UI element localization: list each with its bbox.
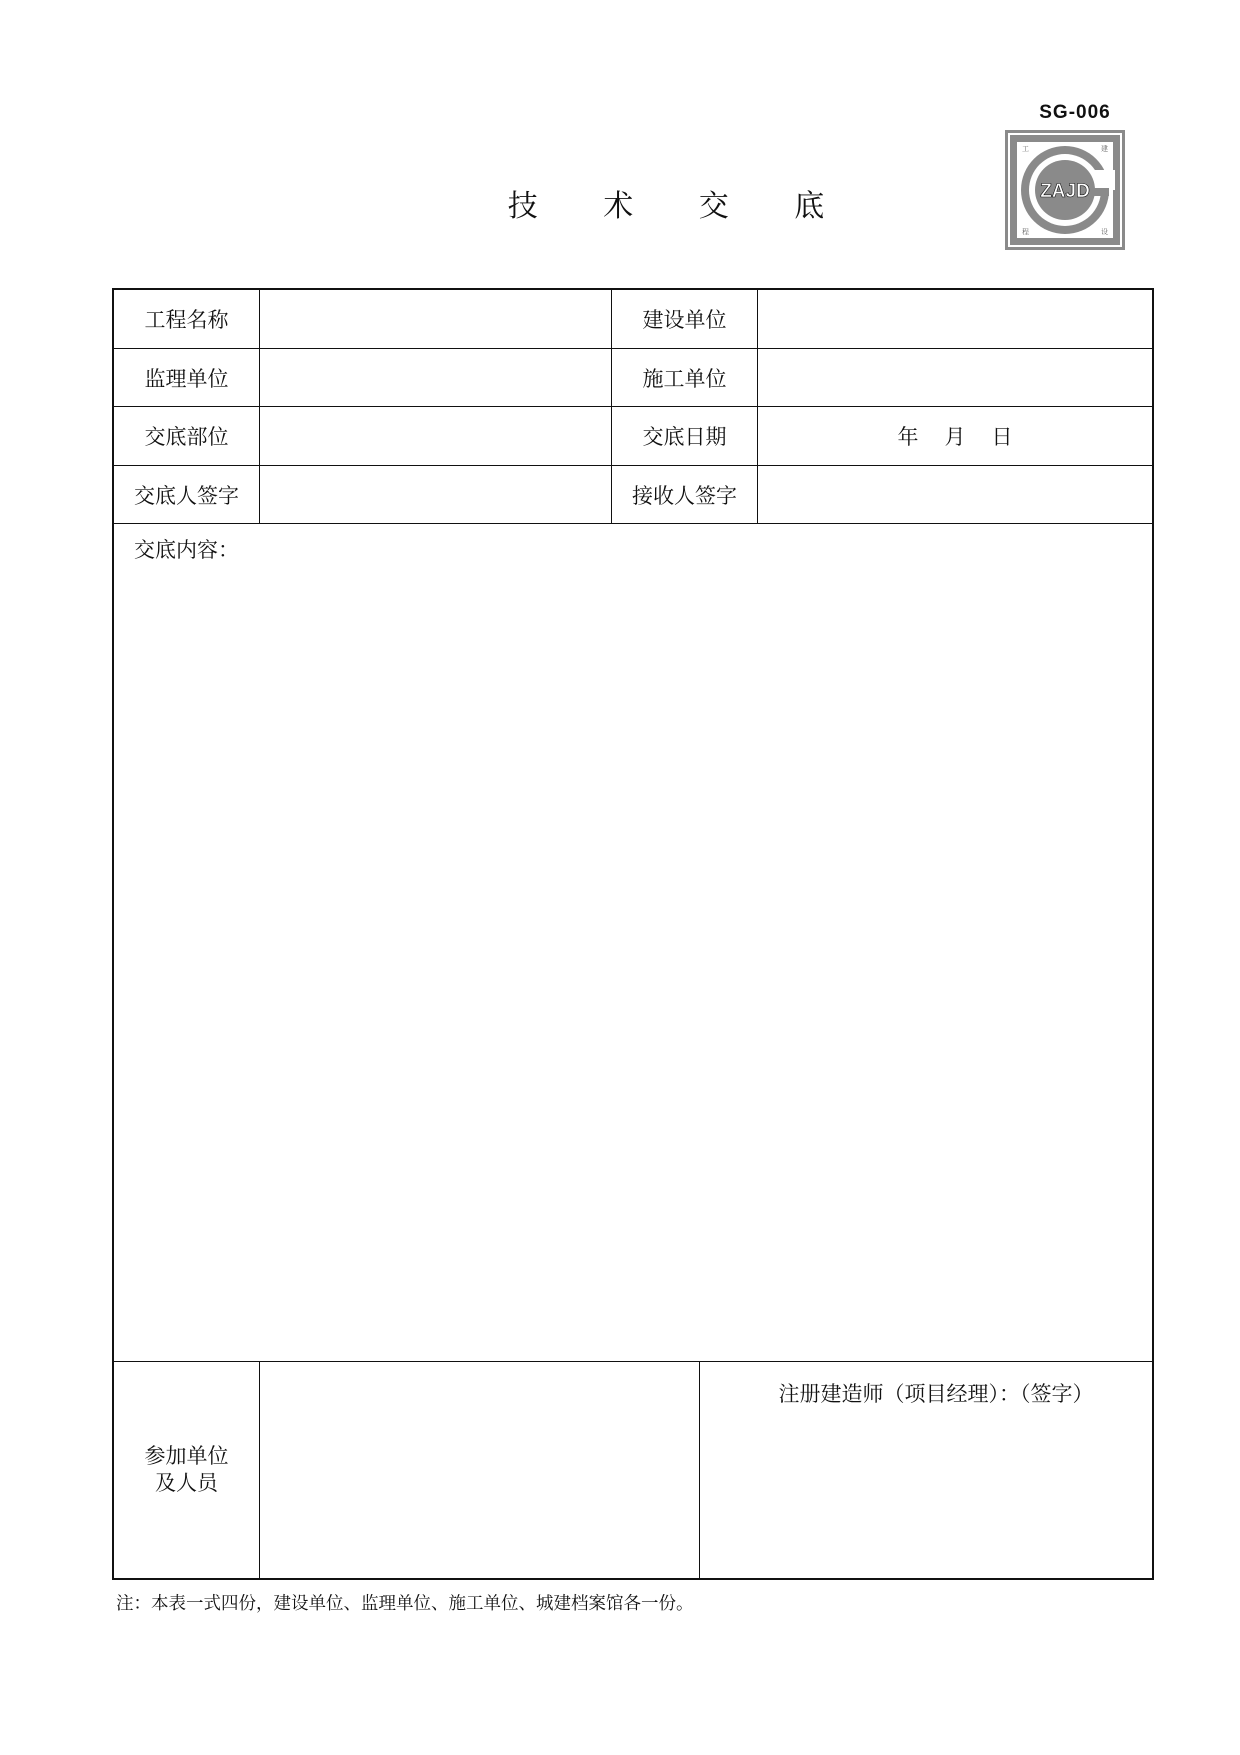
label-receiver-signature: 接收人签字 <box>612 466 758 524</box>
content-label: 交底内容： <box>134 538 239 562</box>
date-day: 日 <box>991 425 1013 449</box>
page-title: 技 术 交 底 <box>507 189 853 224</box>
label-project-name: 工程名称 <box>114 290 260 349</box>
field-receiver-signature[interactable] <box>758 466 1152 524</box>
label-disclosure-date: 交底日期 <box>612 407 758 466</box>
label-contractor-unit: 施工单位 <box>612 349 758 407</box>
engineer-signature-label: 注册建造师（项目经理）：（签字） <box>778 1382 1094 1406</box>
label-construction-unit: 建设单位 <box>612 290 758 349</box>
field-disclosure-part[interactable] <box>260 407 612 466</box>
logo-corner-tr: 建 <box>1101 145 1108 153</box>
form-code: SG-006 <box>1039 102 1111 123</box>
form-table <box>112 288 1154 1580</box>
date-year: 年 <box>897 425 919 449</box>
content-area[interactable] <box>114 524 1152 1362</box>
label-disclosure-part: 交底部位 <box>114 407 260 466</box>
field-supervision-unit[interactable] <box>260 349 612 407</box>
field-construction-unit[interactable] <box>758 290 1152 349</box>
participants-field[interactable] <box>260 1362 700 1578</box>
logo-corner-bl: 程 <box>1022 228 1029 236</box>
footnote: 注：本表一式四份，建设单位、监理单位、施工单位、城建档案馆各一份。 <box>116 1594 694 1614</box>
logo-corner-tl: 工 <box>1022 145 1029 153</box>
field-project-name[interactable] <box>260 290 612 349</box>
date-month: 月 <box>944 425 966 449</box>
field-contractor-unit[interactable] <box>758 349 1152 407</box>
field-disclosure-date[interactable] <box>758 407 1152 466</box>
participants-label-line2: 及人员 <box>155 1471 218 1495</box>
field-discloser-signature[interactable] <box>260 466 612 524</box>
label-supervision-unit: 监理单位 <box>114 349 260 407</box>
label-discloser-signature: 交底人签字 <box>114 466 260 524</box>
participants-label <box>114 1362 260 1578</box>
logo-text: ZAJD <box>1040 181 1090 202</box>
logo-corner-br: 设 <box>1101 228 1108 236</box>
participants-label-line1: 参加单位 <box>144 1444 229 1468</box>
engineer-signature-area[interactable] <box>700 1362 1152 1578</box>
